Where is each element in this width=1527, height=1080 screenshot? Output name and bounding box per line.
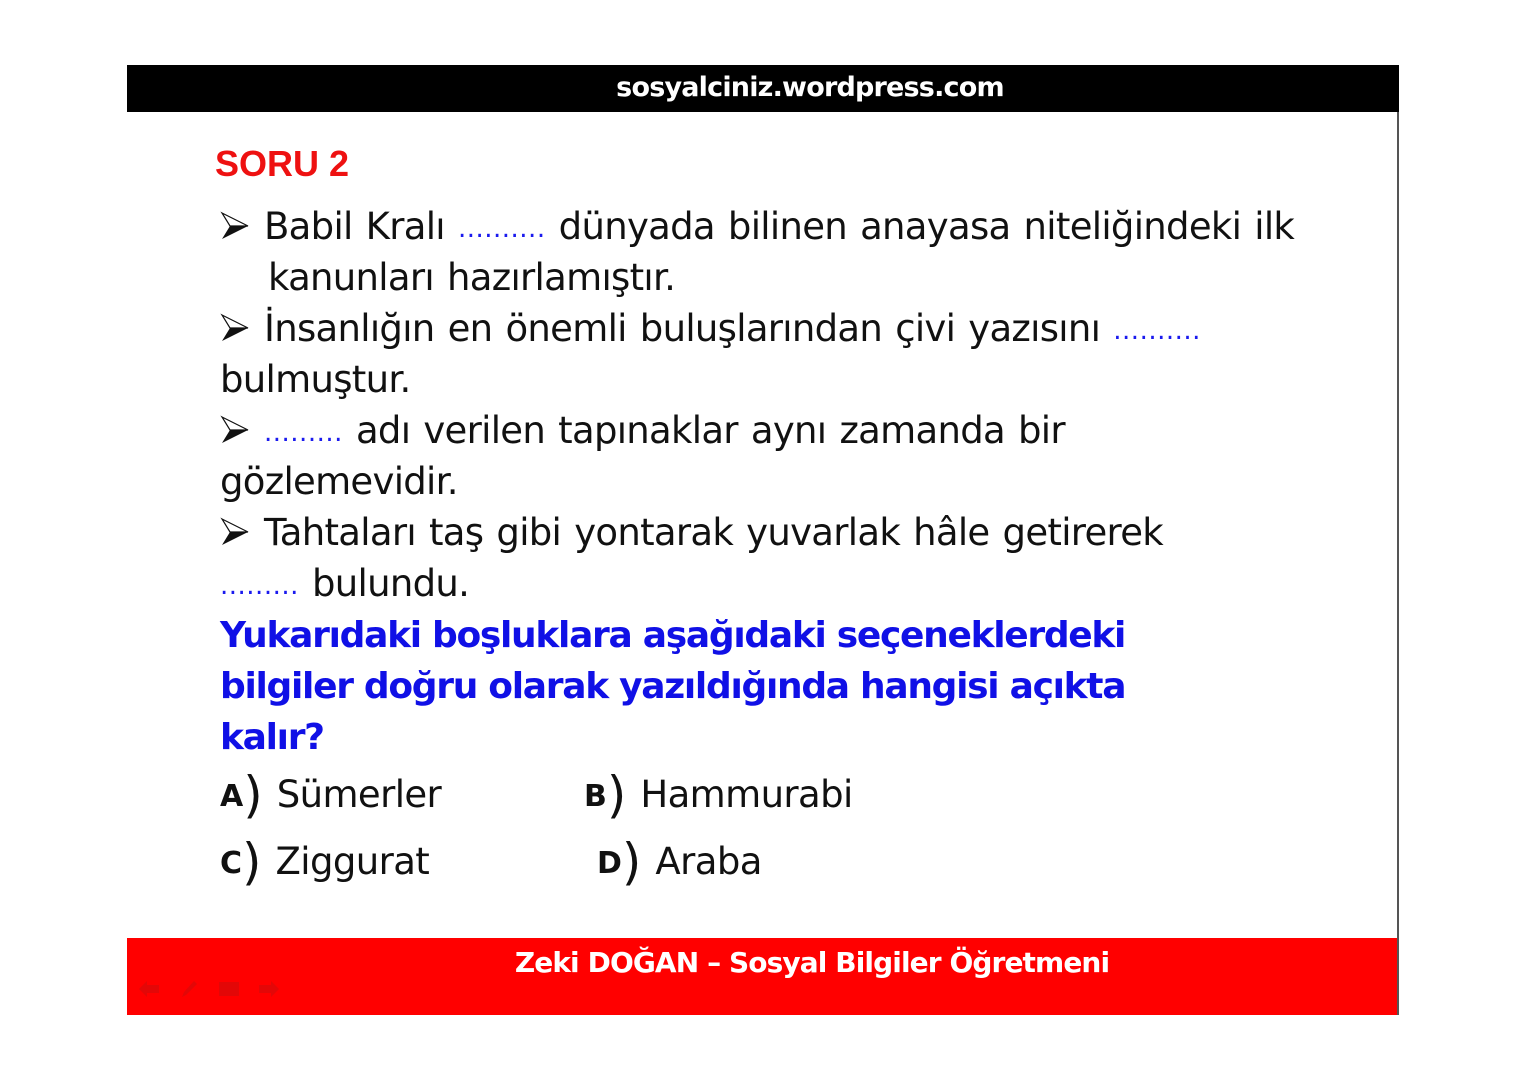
footer-bar — [127, 938, 1397, 1015]
question-prompt: Yukarıdaki boşluklara aşağıdaki seçeneklerdeki bilgiler doğru olarak yazıldığında hangisi açıkta kalır? — [220, 615, 1126, 758]
arrow-right-icon — [258, 980, 280, 998]
blank: .......... — [1113, 316, 1201, 346]
bullet-arrow-icon — [220, 209, 250, 243]
option-d[interactable]: D ) Araba — [597, 833, 762, 891]
statement-4-line-1: Tahtaları taş gibi yontarak yuvarlak hâle getirerek — [220, 507, 1330, 558]
option-letter: B — [584, 779, 607, 814]
statement-1-line-2: kanunları hazırlamıştır. — [268, 256, 676, 299]
slide-nav-controls — [137, 978, 281, 1000]
statement-2-line-1: İnsanlığın en önemli buluşlarından çivi yazısını .......... — [220, 303, 1330, 354]
option-letter: A — [220, 779, 244, 814]
slide — [127, 65, 1399, 1015]
bullet-arrow-icon — [220, 311, 250, 345]
author-credit: Zeki DOĞAN – Sosyal Bilgiler Öğretmeni — [514, 946, 1110, 979]
slide-menu-button[interactable] — [217, 978, 241, 1000]
option-b[interactable]: B ) Hammurabi — [584, 766, 853, 824]
pen-tool-button[interactable] — [177, 978, 201, 1000]
statement-2-line-2: bulmuştur. — [220, 358, 411, 401]
statement-1-line-1: Babil Kralı .......... dünyada bilinen anayasa niteliğindeki ilk — [220, 201, 1330, 252]
arrow-left-icon — [138, 980, 160, 998]
option-a[interactable]: A ) Sümerler — [220, 766, 442, 824]
site-url: sosyalciniz.wordpress.com — [616, 72, 1004, 103]
option-c[interactable]: C ) Ziggurat — [220, 833, 430, 891]
statement-3-line-1: ......... adı verilen tapınaklar aynı zamanda bir — [220, 405, 1330, 456]
previous-slide-button[interactable] — [137, 978, 161, 1000]
question-title: SORU 2 — [215, 143, 350, 184]
option-letter: D — [597, 846, 622, 881]
statements — [220, 201, 1330, 609]
header-bar — [127, 65, 1399, 112]
bullet-arrow-icon — [220, 515, 250, 549]
statement-3-line-2: gözlemevidir. — [220, 460, 458, 503]
pen-icon — [179, 979, 199, 999]
option-letter: C — [220, 846, 243, 881]
statement-4-line-2: ......... bulundu. — [220, 562, 470, 605]
option-text: Ziggurat — [275, 840, 430, 883]
menu-icon — [218, 980, 240, 998]
blank: ......... — [264, 418, 343, 448]
option-text: Araba — [655, 840, 762, 883]
option-text: Hammurabi — [640, 773, 853, 816]
blank: .......... — [457, 214, 546, 244]
bullet-arrow-icon — [220, 413, 250, 447]
blank: ......... — [220, 571, 299, 601]
option-text: Sümerler — [276, 773, 442, 816]
next-slide-button[interactable] — [257, 978, 281, 1000]
